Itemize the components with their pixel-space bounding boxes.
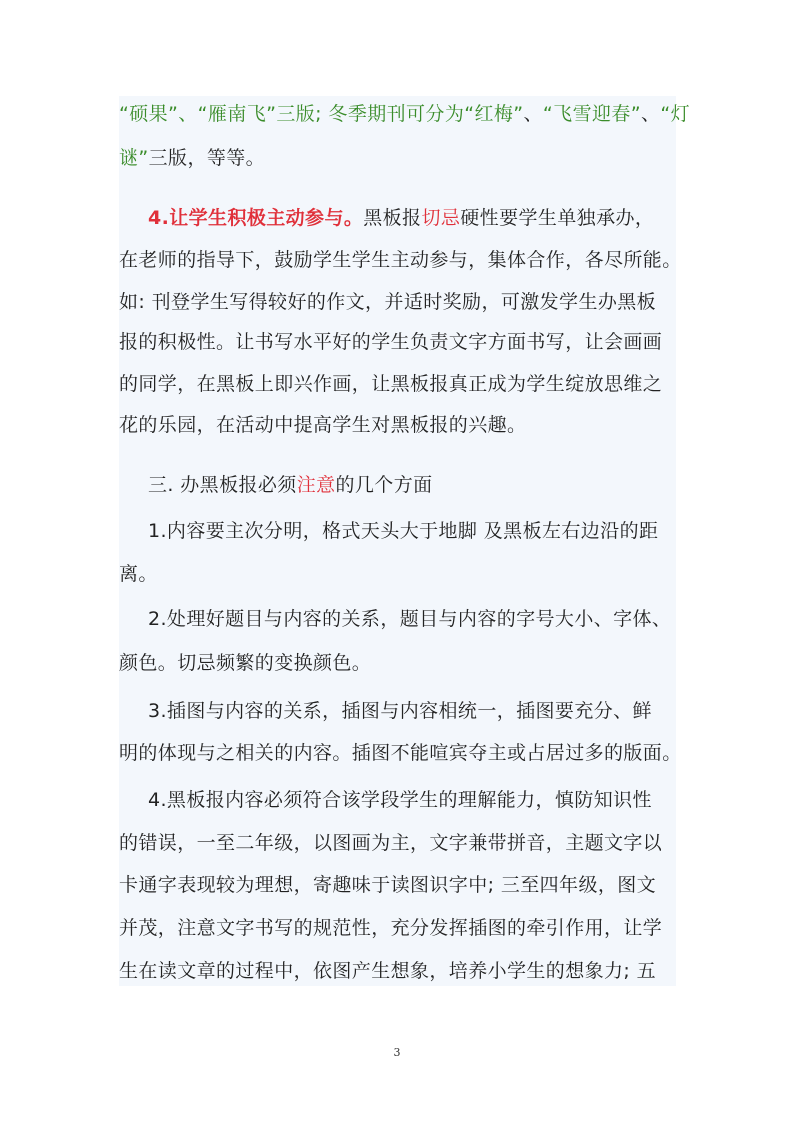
text-line: 报的积极性。让书写水平好的学生负责文字方面书写，让会画画 [119, 331, 663, 353]
page-number: 3 [393, 1046, 401, 1059]
text-line: 在老师的指导下，鼓励学生学生主动参与，集体合作，各尽所能。 [119, 249, 682, 271]
text-line: 的错误，一至二年级，以图画为主，文字兼带拼音，主题文字以 [119, 832, 663, 854]
document-body [119, 96, 691, 986]
text-line: 并茂，注意文字书写的规范性，充分发挥插图的牵引作用，让学 [119, 917, 663, 939]
text-line: 1.内容要主次分明，格式天头大于地脚 及黑板左右边沿的距 [148, 520, 659, 542]
text-line: 离。 [119, 563, 158, 585]
text-line: 颜色。切忌频繁的变换颜色。 [119, 652, 372, 674]
text-line: 生在读文章的过程中，依图产生想象，培养小学生的想象力; 五 [119, 960, 657, 982]
section-heading-3: 三. 办黑板报必须注意的几个方面 [148, 474, 433, 496]
text-line: 花的乐园，在活动中提高学生对黑板报的兴趣。 [119, 414, 527, 436]
text-line: 3.插图与内容的关系，插图与内容相统一，插图要充分、鲜 [148, 700, 652, 722]
section-heading-4: 4.让学生积极主动参与。黑板报切忌硬性要学生单独承办， [148, 207, 655, 229]
text-line: 的同学，在黑板上即兴作画，让黑板报真正成为学生绽放思维之 [119, 373, 663, 395]
text-line: 2.处理好题目与内容的关系，题目与内容的字号大小、字体、 [148, 608, 672, 630]
text-line: 如: 刊登学生写得较好的作文，并适时奖励，可激发学生办黑板 [119, 291, 657, 313]
text-line: 谜”三版，等等。 [119, 147, 266, 169]
text-line: 卡通字表现较为理想，寄趣味于读图识字中; 三至四年级，图文 [119, 874, 657, 896]
text-line: 明的体现与之相关的内容。插图不能喧宾夺主或占居过多的版面。 [119, 742, 682, 764]
text-line: “硕果”、“雁南飞”三版; 冬季期刊可分为“红梅”、“飞雪迎春”、“灯 [119, 103, 691, 125]
text-line: 4.黑板报内容必须符合该学段学生的理解能力，慎防知识性 [148, 789, 652, 811]
